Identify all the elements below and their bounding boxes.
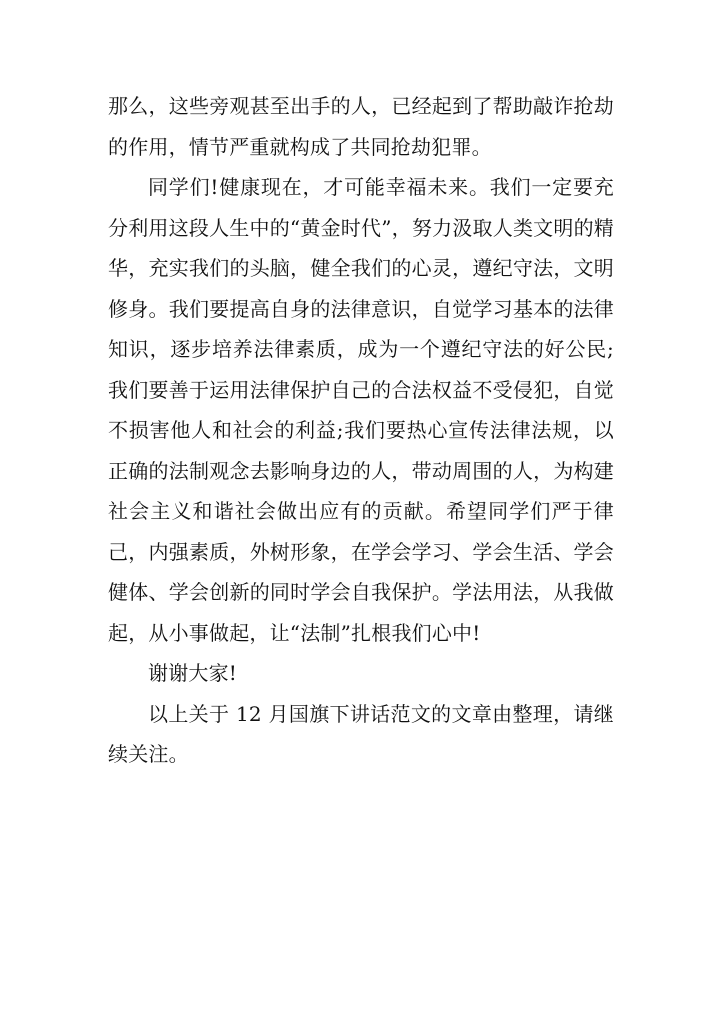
document-body <box>108 86 614 775</box>
paragraph-closing-note: 以上关于 12 月国旗下讲话范文的文章由整理，请继续关注。 <box>108 701 614 766</box>
paragraph-thanks: 谢谢大家! <box>148 661 238 685</box>
paragraph-robbery-conclusion: 那么，这些旁观甚至出手的人，已经起到了帮助敲诈抢劫的作用，情节严重就构成了共同抢劫犯罪。 <box>108 94 614 159</box>
paragraph-appeal-to-students: 同学们!健康现在，才可能幸福未来。我们一定要充分利用这段人生中的“黄金时代”，努力汲取人类文明的精华，充实我们的头脑，健全我们的心灵，遵纪守法，文明修身。我们要提高自身的法律意识，自觉学习基本的法律知识，逐步培养法律素质，成为一个遵纪守法的好公民;我们要善于运用法律保护自己的合法权益不受侵犯，自觉不损害他人和社会的利益;我们要热心宣传法律法规，以正确的法制观念去影响身边的人，带动周围的人，为构建社会主义和谐社会做出应有的贡献。希望同学们严于律己，内强素质，外树形象，在学会学习、学会生活、学会健体、学会创新的同时学会自我保护。学法用法，从我做起，从小事做起，让“法制”扎根我们心中! <box>108 175 614 645</box>
